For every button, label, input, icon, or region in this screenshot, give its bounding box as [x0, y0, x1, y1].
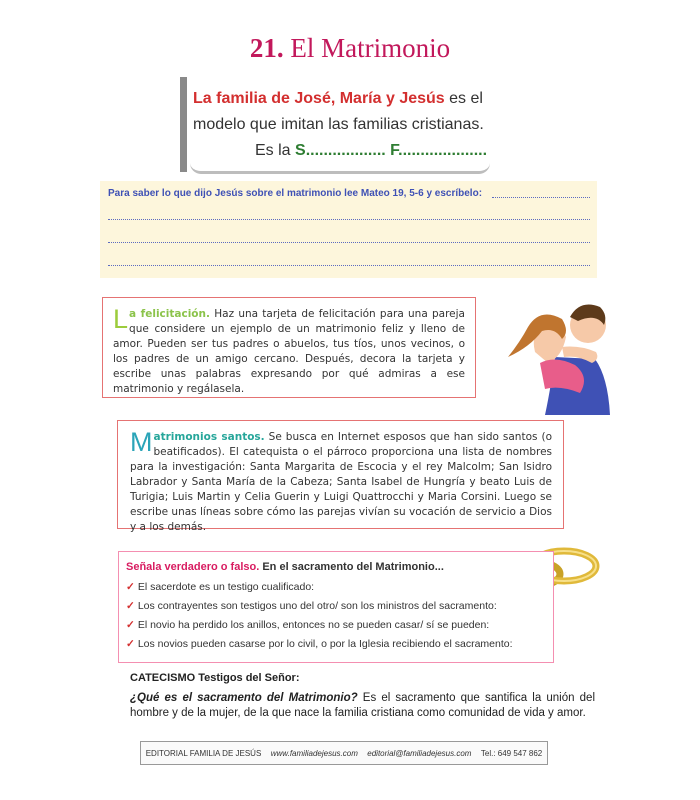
- catecismo-section: [130, 672, 595, 721]
- intro-line2: modelo que imitan las familias cristianas.: [193, 116, 484, 133]
- intro-card: [180, 77, 500, 172]
- vf-item[interactable]: ✓ Los contrayentes son testigos uno del otro/ son los ministros del sacramento:: [126, 600, 497, 612]
- true-false-box: [118, 551, 554, 663]
- blank-f[interactable]: F....................: [385, 142, 488, 159]
- footer-web[interactable]: www.familiadejesus.com: [270, 748, 358, 758]
- felicitacion-text: Haz una tarjeta de felicitación para una pareja que considere un ejemplo de un matrimonio feliz y lleno de amor. Pueden ser tus padres o abuelos, tus tíos, unos vecinos, o los padres de un amigo cercano. Después, decora la tarjeta y escribe unas palabras expresando por qué admiras a ese matrimonio y regálasela.: [113, 308, 465, 395]
- check-icon: ✓: [126, 600, 135, 612]
- vf-item[interactable]: ✓ El sacerdote es un testigo cualificado:: [126, 581, 315, 593]
- catecismo-title: CATECISMO Testigos del Señor:: [130, 672, 300, 684]
- santos-text: Se busca en Internet esposos que han sido santos (o beatificados). El catequista o el párroco proporciona una lista de nombres para la investigación: Santa Margarita de Escocia y el rey Malcolm; San Isidro Labrador y Santa María de la Cabeza; Santa Isabel de Hungría y beato Luis de Turigia; Luis Martin y Celia Guerin y Luigi Quattrocchi y Maria Corsini. Luego se escribe unas líneas sobre cómo las parejas vivían su vocación de servicio a Dios y a los demás.: [130, 431, 552, 533]
- title-text: El Matrimonio: [290, 33, 451, 63]
- mateo-box: [100, 181, 597, 278]
- felicitacion-box: [102, 297, 476, 398]
- footer: [140, 741, 548, 765]
- catecismo-body: [130, 691, 595, 721]
- intro-highlight: La familia de José, María y Jesús: [193, 90, 445, 107]
- check-icon: ✓: [126, 638, 135, 650]
- drop-cap: M: [130, 427, 153, 457]
- answer-line[interactable]: [492, 197, 590, 198]
- intro-text: [193, 86, 493, 164]
- drop-cap: L: [113, 304, 129, 334]
- catecismo-answer: Es el sacramento que santifica la unión del hombre y de la mujer, de la que nace la familia cristiana como comunidad de vida y amor.: [130, 692, 596, 719]
- answer-line[interactable]: [108, 265, 590, 266]
- vf-item[interactable]: ✓ El novio ha perdido los anillos, entonces no se pueden casar/ sí se pueden:: [126, 619, 490, 631]
- vf-item[interactable]: ✓ Los novios pueden casarse por lo civil, o por la Iglesia recibiendo el sacramento:: [126, 638, 513, 650]
- check-icon: ✓: [126, 619, 135, 631]
- footer-publisher: EDITORIAL FAMILIA DE JESÚS: [145, 748, 262, 758]
- vf-heading: [126, 561, 444, 573]
- santos-box: [117, 420, 564, 533]
- vf-title: Señala verdadero o falso.: [126, 561, 260, 573]
- footer-email[interactable]: editorial@familiadejesus.com: [367, 748, 472, 758]
- santos-title: atrimonios santos.: [153, 431, 265, 443]
- footer-phone: Tel.: 649 547 862: [480, 748, 543, 758]
- vf-subtitle: En el sacramento del Matrimonio...: [259, 561, 444, 573]
- title-number: 21.: [249, 33, 284, 63]
- check-icon: ✓: [126, 581, 135, 593]
- mateo-prompt: Para saber lo que dijo Jesús sobre el matrimonio lee Mateo 19, 5-6 y escríbelo:: [108, 188, 483, 199]
- intro-rest: es el: [444, 90, 483, 107]
- intro-line3-a: Es la: [255, 142, 296, 159]
- answer-line[interactable]: [108, 219, 590, 220]
- couple-illustration: [500, 297, 615, 415]
- intro-bar: [180, 77, 187, 172]
- felicitacion-title: a felicitación.: [129, 308, 210, 320]
- blank-s[interactable]: S..................: [295, 142, 386, 159]
- answer-line[interactable]: [108, 242, 590, 243]
- page-title: [0, 33, 700, 64]
- intro-shadow: [190, 163, 490, 174]
- catecismo-question: ¿Qué es el sacramento del Matrimonio?: [130, 692, 358, 704]
